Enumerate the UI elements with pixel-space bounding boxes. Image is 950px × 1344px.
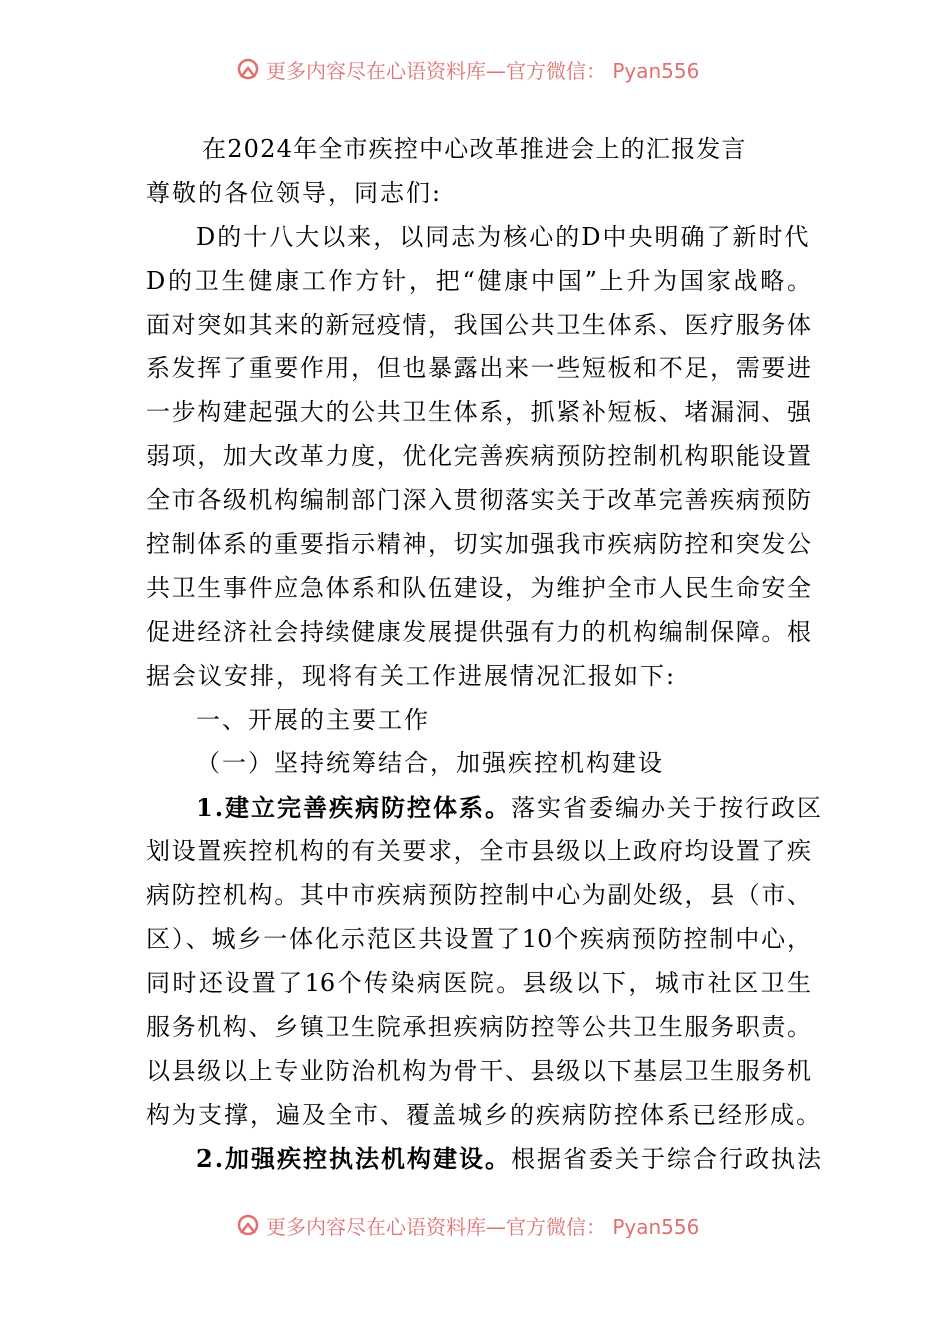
watermark-text: 更多内容尽在心语资料库—官方微信： Pyan556 (266, 58, 700, 83)
watermark-top (0, 56, 950, 86)
intro-line: 促进经济社会持续健康发展提供强有力的机构编制保障。根 (146, 617, 811, 646)
item-1-line: 区）、城乡一体化示范区共设置了10个疾病预防控制中心， (146, 925, 811, 954)
logo-icon (236, 1213, 260, 1237)
salutation: 尊敬的各位领导，同志们: (146, 178, 443, 207)
intro-line: 共卫生事件应急体系和队伍建设，为维护全市人民生命安全 (146, 573, 811, 602)
intro-line: 弱项，加大改革力度，优化完善疾病预防控制机构职能设置 (146, 442, 811, 471)
item-1-line: 以县级以上专业防治机构为骨干、县级以下基层卫生服务机 (146, 1056, 811, 1085)
document-body (146, 128, 824, 1181)
subsection-heading: （一）坚持统筹结合，加强疾控机构建设 (196, 749, 664, 778)
item-1-text: 落实省委编办关于按行政区 (511, 794, 824, 823)
item-1-line: 病防控机构。其中市疾病预防控制中心为副处级，县（市、 (146, 881, 811, 910)
item-2-first-line (146, 1137, 824, 1181)
item-1-first-line (146, 786, 824, 830)
intro-line: 全市各级机构编制部门深入贯彻落实关于改革完善疾病预防 (146, 486, 811, 515)
item-1-line: 划设置疾控机构的有关要求，全市县级以上政府均设置了疾 (146, 837, 811, 866)
item-2-heading: 2.加强疾控执法机构建设。 (196, 1144, 512, 1174)
item-1-line: 构为支撑，遍及全市、覆盖城乡的疾病防控体系已经形成。 (146, 1100, 822, 1129)
intro-line: 面对突如其来的新冠疫情，我国公共卫生体系、医疗服务体 (146, 310, 811, 339)
item-2-text: 根据省委关于综合行政执法 (511, 1145, 824, 1174)
intro-line: 系发挥了重要作用，但也暴露出来一些短板和不足，需要进 (146, 354, 811, 383)
intro-line: D的十八大以来，以同志为核心的D中央明确了新时代 (196, 222, 811, 251)
intro-line: 据会议安排，现将有关工作进展情况汇报如下: (146, 661, 677, 690)
logo-icon (236, 57, 260, 81)
intro-line: D的卫生健康工作方针，把“健康中国”上升为国家战略。 (146, 266, 811, 295)
item-1-heading: 1.建立完善疾病防控体系。 (196, 793, 512, 823)
section-heading: 一、开展的主要工作 (196, 705, 430, 734)
watermark-bottom (0, 1208, 950, 1238)
item-1-line: 同时还设置了16个传染病医院。县级以下，城市社区卫生 (146, 968, 811, 997)
document-title: 在2024年全市疾控中心改革推进会上的汇报发言 (202, 135, 747, 163)
watermark-banner (236, 56, 699, 84)
watermark-text: 更多内容尽在心语资料库—官方微信： Pyan556 (266, 1214, 700, 1238)
watermark-banner (236, 1210, 699, 1238)
item-1-line: 服务机构、乡镇卫生院承担疾病防控等公共卫生服务职责。 (146, 1012, 811, 1041)
intro-line: 一步构建起强大的公共卫生体系，抓紧补短板、堵漏洞、强 (146, 398, 811, 427)
intro-line: 控制体系的重要指示精神，切实加强我市疾病防控和突发公 (146, 530, 811, 559)
